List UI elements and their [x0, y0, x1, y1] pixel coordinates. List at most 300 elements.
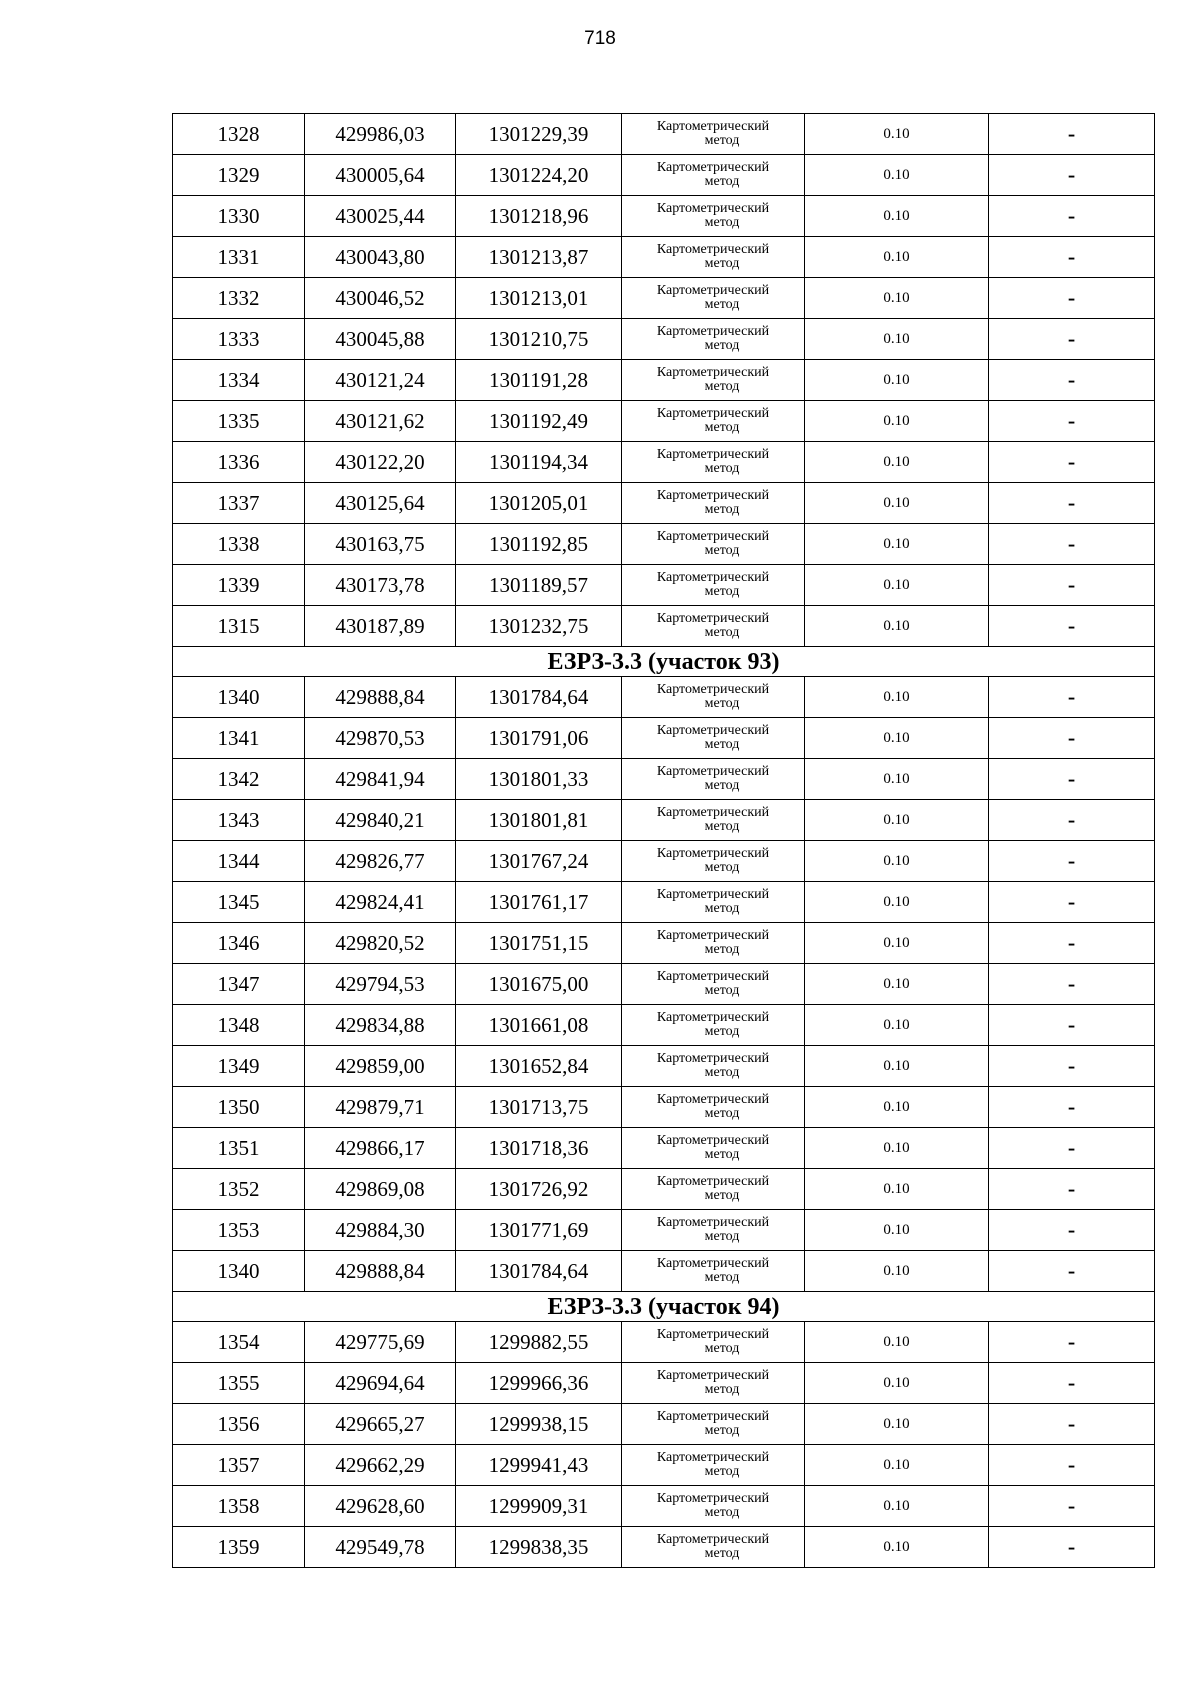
point-id-cell: 1357	[173, 1445, 305, 1486]
accuracy-cell: 0.10	[805, 524, 989, 565]
point-id-cell: 1338	[173, 524, 305, 565]
note-cell: -	[989, 677, 1155, 718]
note-cell: -	[989, 524, 1155, 565]
note-cell: -	[989, 237, 1155, 278]
method-line-1: Картометрический	[656, 1010, 770, 1025]
accuracy-cell: 0.10	[805, 360, 989, 401]
y-coordinate-cell: 1301191,28	[456, 360, 622, 401]
point-id-cell: 1348	[173, 1005, 305, 1046]
note-cell: -	[989, 1005, 1155, 1046]
table-row	[173, 841, 1155, 882]
table-row	[173, 677, 1155, 718]
y-coordinate-cell: 1301229,39	[456, 114, 622, 155]
method-line-1: Картометрический	[656, 529, 770, 544]
note-cell: -	[989, 841, 1155, 882]
y-coordinate-cell: 1299941,43	[456, 1445, 622, 1486]
table-row	[173, 964, 1155, 1005]
accuracy-cell: 0.10	[805, 1210, 989, 1251]
point-id-cell: 1346	[173, 923, 305, 964]
method-cell	[622, 114, 805, 155]
x-coordinate-cell: 429866,17	[305, 1128, 456, 1169]
x-coordinate-cell: 429870,53	[305, 718, 456, 759]
note-cell: -	[989, 401, 1155, 442]
method-line-2: метод	[704, 1188, 740, 1203]
accuracy-cell: 0.10	[805, 606, 989, 647]
table-row	[173, 718, 1155, 759]
x-coordinate-cell: 430046,52	[305, 278, 456, 319]
x-coordinate-cell: 430173,78	[305, 565, 456, 606]
table-row	[173, 278, 1155, 319]
accuracy-cell: 0.10	[805, 483, 989, 524]
point-id-cell: 1351	[173, 1128, 305, 1169]
method-line-1: Картометрический	[656, 1368, 770, 1383]
y-coordinate-cell: 1301218,96	[456, 196, 622, 237]
point-id-cell: 1347	[173, 964, 305, 1005]
section-heading: ЕЗРЗ-3.3 (участок 94)	[173, 1292, 1155, 1322]
method-line-2: метод	[704, 1270, 740, 1285]
method-cell	[622, 759, 805, 800]
method-line-2: метод	[704, 1229, 740, 1244]
method-line-1: Картометрический	[656, 283, 770, 298]
x-coordinate-cell: 429662,29	[305, 1445, 456, 1486]
method-line-1: Картометрический	[656, 447, 770, 462]
method-line-2: метод	[704, 297, 740, 312]
point-id-cell: 1340	[173, 677, 305, 718]
method-line-1: Картометрический	[656, 365, 770, 380]
x-coordinate-cell: 429826,77	[305, 841, 456, 882]
x-coordinate-cell: 429888,84	[305, 1251, 456, 1292]
point-id-cell: 1349	[173, 1046, 305, 1087]
point-id-cell: 1355	[173, 1363, 305, 1404]
table-row	[173, 483, 1155, 524]
accuracy-cell: 0.10	[805, 401, 989, 442]
method-cell	[622, 1363, 805, 1404]
table-row	[173, 1322, 1155, 1363]
x-coordinate-cell: 429840,21	[305, 800, 456, 841]
accuracy-cell: 0.10	[805, 1322, 989, 1363]
table-row	[173, 1445, 1155, 1486]
point-id-cell: 1332	[173, 278, 305, 319]
y-coordinate-cell: 1301213,01	[456, 278, 622, 319]
method-line-1: Картометрический	[656, 805, 770, 820]
point-id-cell: 1337	[173, 483, 305, 524]
accuracy-cell: 0.10	[805, 278, 989, 319]
method-cell	[622, 1404, 805, 1445]
note-cell: -	[989, 606, 1155, 647]
x-coordinate-cell: 429879,71	[305, 1087, 456, 1128]
section-heading-row	[173, 1292, 1155, 1322]
method-line-1: Картометрический	[656, 764, 770, 779]
x-coordinate-cell: 429834,88	[305, 1005, 456, 1046]
note-cell: -	[989, 1210, 1155, 1251]
accuracy-cell: 0.10	[805, 1087, 989, 1128]
method-line-2: метод	[704, 379, 740, 394]
accuracy-cell: 0.10	[805, 1251, 989, 1292]
method-line-1: Картометрический	[656, 1532, 770, 1547]
note-cell: -	[989, 442, 1155, 483]
note-cell: -	[989, 1322, 1155, 1363]
y-coordinate-cell: 1301661,08	[456, 1005, 622, 1046]
method-cell	[622, 155, 805, 196]
note-cell: -	[989, 800, 1155, 841]
method-line-2: метод	[704, 338, 740, 353]
table-row	[173, 401, 1155, 442]
table-row	[173, 524, 1155, 565]
x-coordinate-cell: 429775,69	[305, 1322, 456, 1363]
method-line-2: метод	[704, 256, 740, 271]
point-id-cell: 1353	[173, 1210, 305, 1251]
accuracy-cell: 0.10	[805, 677, 989, 718]
accuracy-cell: 0.10	[805, 319, 989, 360]
x-coordinate-cell: 429549,78	[305, 1527, 456, 1568]
note-cell: -	[989, 1087, 1155, 1128]
x-coordinate-cell: 430043,80	[305, 237, 456, 278]
y-coordinate-cell: 1301232,75	[456, 606, 622, 647]
table-row	[173, 800, 1155, 841]
method-cell	[622, 319, 805, 360]
table-row	[173, 1251, 1155, 1292]
point-id-cell: 1315	[173, 606, 305, 647]
method-line-2: метод	[704, 215, 740, 230]
method-line-2: метод	[704, 1106, 740, 1121]
point-id-cell: 1342	[173, 759, 305, 800]
accuracy-cell: 0.10	[805, 155, 989, 196]
method-line-2: метод	[704, 420, 740, 435]
table-row	[173, 1486, 1155, 1527]
method-cell	[622, 841, 805, 882]
note-cell: -	[989, 360, 1155, 401]
note-cell: -	[989, 319, 1155, 360]
x-coordinate-cell: 430005,64	[305, 155, 456, 196]
table-row	[173, 923, 1155, 964]
method-cell	[622, 677, 805, 718]
table-row	[173, 1005, 1155, 1046]
method-cell	[622, 483, 805, 524]
table-row	[173, 114, 1155, 155]
y-coordinate-cell: 1301751,15	[456, 923, 622, 964]
method-line-2: метод	[704, 1024, 740, 1039]
accuracy-cell: 0.10	[805, 800, 989, 841]
table-row	[173, 1087, 1155, 1128]
method-line-2: метод	[704, 1423, 740, 1438]
method-cell	[622, 442, 805, 483]
y-coordinate-cell: 1301713,75	[456, 1087, 622, 1128]
table-row	[173, 360, 1155, 401]
x-coordinate-cell: 429859,00	[305, 1046, 456, 1087]
table-row	[173, 1210, 1155, 1251]
y-coordinate-cell: 1301213,87	[456, 237, 622, 278]
note-cell: -	[989, 1404, 1155, 1445]
table-row	[173, 196, 1155, 237]
x-coordinate-cell: 429824,41	[305, 882, 456, 923]
method-line-1: Картометрический	[656, 406, 770, 421]
method-line-2: метод	[704, 584, 740, 599]
x-coordinate-cell: 429986,03	[305, 114, 456, 155]
accuracy-cell: 0.10	[805, 1363, 989, 1404]
method-line-2: метод	[704, 819, 740, 834]
table-row	[173, 565, 1155, 606]
method-line-2: метод	[704, 860, 740, 875]
y-coordinate-cell: 1299882,55	[456, 1322, 622, 1363]
point-id-cell: 1339	[173, 565, 305, 606]
method-line-1: Картометрический	[656, 1491, 770, 1506]
note-cell: -	[989, 196, 1155, 237]
accuracy-cell: 0.10	[805, 841, 989, 882]
method-line-2: метод	[704, 942, 740, 957]
y-coordinate-cell: 1299938,15	[456, 1404, 622, 1445]
note-cell: -	[989, 1527, 1155, 1568]
method-line-1: Картометрический	[656, 682, 770, 697]
method-cell	[622, 196, 805, 237]
table-row	[173, 155, 1155, 196]
point-id-cell: 1336	[173, 442, 305, 483]
method-line-1: Картометрический	[656, 201, 770, 216]
method-line-2: метод	[704, 1065, 740, 1080]
method-line-2: метод	[704, 696, 740, 711]
method-line-1: Картометрический	[656, 1409, 770, 1424]
method-line-2: метод	[704, 1147, 740, 1162]
note-cell: -	[989, 923, 1155, 964]
y-coordinate-cell: 1301801,33	[456, 759, 622, 800]
accuracy-cell: 0.10	[805, 1486, 989, 1527]
method-line-1: Картометрический	[656, 160, 770, 175]
method-line-2: метод	[704, 1464, 740, 1479]
method-cell	[622, 524, 805, 565]
method-line-2: метод	[704, 133, 740, 148]
accuracy-cell: 0.10	[805, 1527, 989, 1568]
accuracy-cell: 0.10	[805, 1128, 989, 1169]
x-coordinate-cell: 429820,52	[305, 923, 456, 964]
x-coordinate-cell: 429694,64	[305, 1363, 456, 1404]
note-cell: -	[989, 155, 1155, 196]
accuracy-cell: 0.10	[805, 565, 989, 606]
method-cell	[622, 1445, 805, 1486]
accuracy-cell: 0.10	[805, 237, 989, 278]
method-cell	[622, 1486, 805, 1527]
point-id-cell: 1329	[173, 155, 305, 196]
method-cell	[622, 800, 805, 841]
note-cell: -	[989, 483, 1155, 524]
note-cell: -	[989, 278, 1155, 319]
method-line-2: метод	[704, 543, 740, 558]
note-cell: -	[989, 759, 1155, 800]
x-coordinate-cell: 430125,64	[305, 483, 456, 524]
accuracy-cell: 0.10	[805, 718, 989, 759]
point-id-cell: 1345	[173, 882, 305, 923]
note-cell: -	[989, 1251, 1155, 1292]
note-cell: -	[989, 114, 1155, 155]
method-cell	[622, 964, 805, 1005]
method-cell	[622, 360, 805, 401]
table-row	[173, 882, 1155, 923]
method-cell	[622, 1322, 805, 1363]
y-coordinate-cell: 1301192,85	[456, 524, 622, 565]
accuracy-cell: 0.10	[805, 882, 989, 923]
method-cell	[622, 1046, 805, 1087]
y-coordinate-cell: 1301726,92	[456, 1169, 622, 1210]
point-id-cell: 1352	[173, 1169, 305, 1210]
note-cell: -	[989, 1169, 1155, 1210]
accuracy-cell: 0.10	[805, 196, 989, 237]
method-line-1: Картометрический	[656, 969, 770, 984]
x-coordinate-cell: 429884,30	[305, 1210, 456, 1251]
method-line-2: метод	[704, 625, 740, 640]
point-id-cell: 1341	[173, 718, 305, 759]
method-cell	[622, 278, 805, 319]
point-id-cell: 1340	[173, 1251, 305, 1292]
method-line-1: Картометрический	[656, 846, 770, 861]
y-coordinate-cell: 1301718,36	[456, 1128, 622, 1169]
y-coordinate-cell: 1301224,20	[456, 155, 622, 196]
y-coordinate-cell: 1301784,64	[456, 1251, 622, 1292]
accuracy-cell: 0.10	[805, 1404, 989, 1445]
note-cell: -	[989, 1363, 1155, 1404]
table-row	[173, 1046, 1155, 1087]
y-coordinate-cell: 1301761,17	[456, 882, 622, 923]
method-line-1: Картометрический	[656, 1133, 770, 1148]
note-cell: -	[989, 718, 1155, 759]
point-id-cell: 1358	[173, 1486, 305, 1527]
x-coordinate-cell: 430187,89	[305, 606, 456, 647]
method-line-1: Картометрический	[656, 887, 770, 902]
note-cell: -	[989, 1128, 1155, 1169]
y-coordinate-cell: 1301194,34	[456, 442, 622, 483]
accuracy-cell: 0.10	[805, 1046, 989, 1087]
y-coordinate-cell: 1301652,84	[456, 1046, 622, 1087]
x-coordinate-cell: 430121,24	[305, 360, 456, 401]
method-line-1: Картометрический	[656, 1256, 770, 1271]
accuracy-cell: 0.10	[805, 1169, 989, 1210]
point-id-cell: 1354	[173, 1322, 305, 1363]
x-coordinate-cell: 430025,44	[305, 196, 456, 237]
table-row	[173, 319, 1155, 360]
accuracy-cell: 0.10	[805, 114, 989, 155]
table-row	[173, 237, 1155, 278]
note-cell: -	[989, 882, 1155, 923]
method-line-2: метод	[704, 502, 740, 517]
accuracy-cell: 0.10	[805, 1445, 989, 1486]
method-line-2: метод	[704, 901, 740, 916]
method-line-1: Картометрический	[656, 570, 770, 585]
point-id-cell: 1333	[173, 319, 305, 360]
method-cell	[622, 1251, 805, 1292]
method-cell	[622, 606, 805, 647]
note-cell: -	[989, 1486, 1155, 1527]
table-row	[173, 1169, 1155, 1210]
table-row	[173, 759, 1155, 800]
method-line-1: Картометрический	[656, 1092, 770, 1107]
method-line-1: Картометрический	[656, 1051, 770, 1066]
method-line-2: метод	[704, 1341, 740, 1356]
method-line-1: Картометрический	[656, 119, 770, 134]
accuracy-cell: 0.10	[805, 964, 989, 1005]
y-coordinate-cell: 1301210,75	[456, 319, 622, 360]
note-cell: -	[989, 1046, 1155, 1087]
method-cell	[622, 923, 805, 964]
method-cell	[622, 1087, 805, 1128]
note-cell: -	[989, 964, 1155, 1005]
method-cell	[622, 565, 805, 606]
y-coordinate-cell: 1301205,01	[456, 483, 622, 524]
method-line-1: Картометрический	[656, 1174, 770, 1189]
point-id-cell: 1356	[173, 1404, 305, 1445]
method-line-2: метод	[704, 174, 740, 189]
point-id-cell: 1344	[173, 841, 305, 882]
y-coordinate-cell: 1301784,64	[456, 677, 622, 718]
note-cell: -	[989, 565, 1155, 606]
point-id-cell: 1334	[173, 360, 305, 401]
section-heading-row	[173, 647, 1155, 677]
y-coordinate-cell: 1301189,57	[456, 565, 622, 606]
method-cell	[622, 718, 805, 759]
x-coordinate-cell: 429841,94	[305, 759, 456, 800]
page-number: 718	[584, 28, 616, 49]
y-coordinate-cell: 1299909,31	[456, 1486, 622, 1527]
x-coordinate-cell: 429665,27	[305, 1404, 456, 1445]
table-row	[173, 1527, 1155, 1568]
x-coordinate-cell: 429888,84	[305, 677, 456, 718]
accuracy-cell: 0.10	[805, 923, 989, 964]
method-cell	[622, 1169, 805, 1210]
accuracy-cell: 0.10	[805, 759, 989, 800]
method-line-1: Картометрический	[656, 1450, 770, 1465]
x-coordinate-cell: 430163,75	[305, 524, 456, 565]
method-line-1: Картометрический	[656, 1327, 770, 1342]
method-line-2: метод	[704, 778, 740, 793]
method-line-1: Картометрический	[656, 611, 770, 626]
method-line-1: Картометрический	[656, 723, 770, 738]
method-line-2: метод	[704, 1546, 740, 1561]
method-cell	[622, 401, 805, 442]
y-coordinate-cell: 1301771,69	[456, 1210, 622, 1251]
table-row	[173, 1404, 1155, 1445]
point-id-cell: 1330	[173, 196, 305, 237]
point-id-cell: 1328	[173, 114, 305, 155]
method-line-1: Картометрический	[656, 1215, 770, 1230]
table-body	[173, 114, 1155, 1568]
coordinates-table	[172, 113, 1155, 1568]
y-coordinate-cell: 1301675,00	[456, 964, 622, 1005]
method-cell	[622, 237, 805, 278]
method-cell	[622, 1005, 805, 1046]
y-coordinate-cell: 1301801,81	[456, 800, 622, 841]
y-coordinate-cell: 1301767,24	[456, 841, 622, 882]
note-cell: -	[989, 1445, 1155, 1486]
method-line-2: метод	[704, 1382, 740, 1397]
y-coordinate-cell: 1299966,36	[456, 1363, 622, 1404]
method-line-2: метод	[704, 1505, 740, 1520]
section-heading: ЕЗРЗ-3.3 (участок 93)	[173, 647, 1155, 677]
method-cell	[622, 1128, 805, 1169]
x-coordinate-cell: 429869,08	[305, 1169, 456, 1210]
y-coordinate-cell: 1301192,49	[456, 401, 622, 442]
x-coordinate-cell: 429628,60	[305, 1486, 456, 1527]
table-row	[173, 442, 1155, 483]
x-coordinate-cell: 430121,62	[305, 401, 456, 442]
point-id-cell: 1350	[173, 1087, 305, 1128]
point-id-cell: 1359	[173, 1527, 305, 1568]
method-line-1: Картометрический	[656, 928, 770, 943]
accuracy-cell: 0.10	[805, 442, 989, 483]
method-cell	[622, 882, 805, 923]
table-row	[173, 1363, 1155, 1404]
x-coordinate-cell: 430122,20	[305, 442, 456, 483]
method-line-2: метод	[704, 983, 740, 998]
point-id-cell: 1331	[173, 237, 305, 278]
point-id-cell: 1343	[173, 800, 305, 841]
y-coordinate-cell: 1299838,35	[456, 1527, 622, 1568]
method-line-1: Картометрический	[656, 242, 770, 257]
